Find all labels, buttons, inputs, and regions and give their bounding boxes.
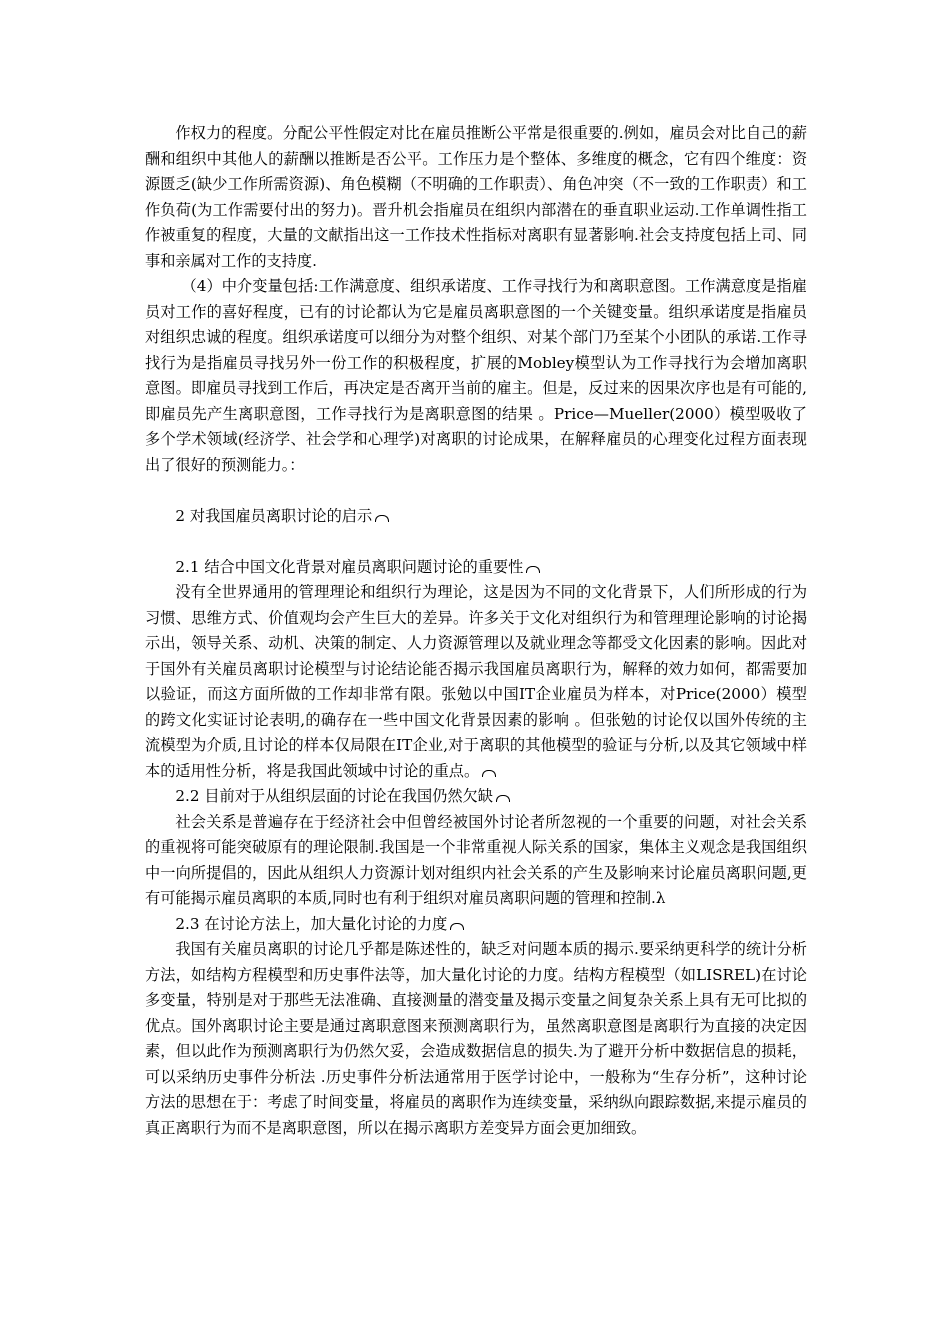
paragraph-mark-icon xyxy=(526,566,540,573)
paragraph-mark-icon xyxy=(496,795,510,802)
spacer xyxy=(145,478,807,504)
paragraph-2: （4）中介变量包括:工作满意度、组织承诺度、工作寻找行为和离职意图。工作满意度是指雇员对工作的喜好程度，已有的讨论都认为它是雇员离职意图的一个关键变量。组织承诺度是指雇员对组织忠诚的程度。组织承诺度可以细分为对整个组织、对某个部门乃至某个小团队的承诺.工作寻找行为是指雇员寻找另外一份工作的积极程度，扩展的Mobley模型认为工作寻找行为会增加离职意图。即雇员寻找到工作后，再决定是否离开当前的雇主。但是，反过来的因果次序也是有可能的,即雇员先产生离职意图，工作寻找行为是离职意图的结果 。Price—Mueller(2000）模型吸收了多个学术领域(经济学、社会学和心理学)对离职的讨论成果，在解释雇员的心理变化过程方面表现出了很好的预测能力。： xyxy=(145,277,807,474)
paragraph-mark-icon xyxy=(450,923,464,930)
subsection-heading-2-3 xyxy=(145,912,807,938)
subsection-heading-2-3-text: 2.3 在讨论方法上，加大量化讨论的力度 xyxy=(175,914,448,933)
paragraph-4-tail: λ xyxy=(655,889,666,907)
subsection-heading-2-1 xyxy=(145,555,807,581)
subsection-heading-2-2-text: 2.2 目前对于从组织层面的讨论在我国仍然欠缺 xyxy=(175,787,493,805)
section-heading-2-text: 2 对我国雇员离职讨论的启示 xyxy=(175,506,373,525)
paragraph-mark-icon xyxy=(375,515,389,522)
paragraph-4-text: 社会关系是普遍存在于经济社会中但曾经被国外讨论者所忽视的一个重要的问题，对社会关系的重视将可能突破原有的理论限制.我国是一个非常重视人际关系的国家，集体主义观念是我国组织中一向所提倡的，因此从组织人力资源计划对组织内社会关系的产生及影响来讨论雇员离职问题,更有可能揭示雇员离职的本质,同时也有利于组织对雇员离职问题的管理和控制. xyxy=(145,812,807,907)
paragraph-mark-icon xyxy=(482,770,496,777)
document-page xyxy=(145,121,807,1141)
paragraph-1: 作权力的程度。分配公平性假定对比在雇员推断公平常是很重要的.例如，雇员会对比自己的薪酬和组织中其他人的薪酬以推断是否公平。工作压力是个整体、多维度的概念，它有四个维度：资源匮乏(缺少工作所需资源)、角色模糊（不明确的工作职责）、角色冲突（不一致的工作职责）和工作负荷(为工作需要付出的努力)。晋升机会指雇员在组织内部潜在的垂直职业运动.工作单调性指工作被重复的程度，大量的文献指出这一工作技术性指标对离职有显著影响.社会支持度包括上司、同事和亲属对工作的支持度. xyxy=(145,124,807,270)
paragraph-3 xyxy=(145,580,807,784)
paragraph-3-text: 没有全世界通用的管理理论和组织行为理论，这是因为不同的文化背景下，人们所形成的行为习惯、思维方式、价值观均会产生巨大的差异。许多关于文化对组织行为和管理理论影响的讨论揭示出，领导关系、动机、决策的制定、人力资源管理以及就业理念等都受文化因素的影响。因此对于国外有关雇员离职讨论模型与讨论结论能否揭示我国雇员离职行为，解释的效力如何，都需要加以验证，而这方面所做的工作却非常有限。张勉以中国IT企业雇员为样本，对Price(2000）模型的跨文化实证讨论表明,的确存在一些中国文化背景因素的影响 。但张勉的讨论仅以国外传统的主流模型为介质,且讨论的样本仅局限在IT企业,对于离职的其他模型的验证与分析,以及其它领域中样本的适用性分析，将是我国此领域中讨论的重点。 xyxy=(145,583,807,780)
section-heading-2 xyxy=(145,504,807,530)
spacer xyxy=(145,529,807,555)
paragraph-5: 我国有关雇员离职的讨论几乎都是陈述性的，缺乏对问题本质的揭示.要采纳更科学的统计分析方法，如结构方程模型和历史事件法等，加大量化讨论的力度。结构方程模型（如LISREL)在讨论多变量，特别是对于那些无法准确、直接测量的潜变量及揭示变量之间复杂关系上具有无可比拟的优点。国外离职讨论主要是通过离职意图来预测离职行为，虽然离职意图是离职行为直接的决定因素，但以此作为预测离职行为仍然欠妥，会造成数据信息的损失.为了避开分析中数据信息的损耗，可以采纳历史事件分析法 .历史事件分析法通常用于医学讨论中，一般称为“生存分析”，这种讨论方法的思想在于：考虑了时间变量，将雇员的离职作为连续变量，采纳纵向跟踪数据,来提示雇员的真正离职行为而不是离职意图，所以在揭示离职方差变异方面会更加细致。 xyxy=(145,940,807,1137)
paragraph-4 xyxy=(145,810,807,912)
subsection-heading-2-1-text: 2.1 结合中国文化背景对雇员离职问题讨论的重要性 xyxy=(175,557,524,576)
subsection-heading-2-2 xyxy=(145,784,807,810)
